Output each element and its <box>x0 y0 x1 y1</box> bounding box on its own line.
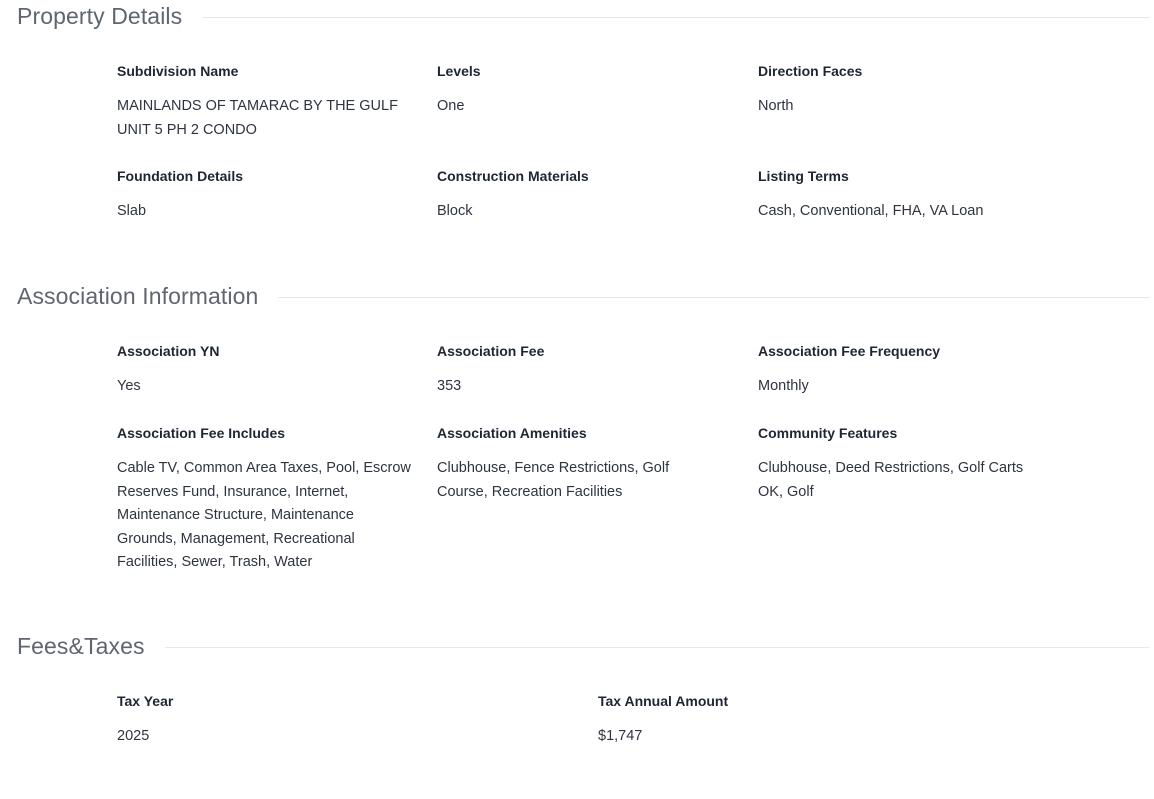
field-association-fee-frequency <box>758 342 1058 399</box>
field-label: Tax Annual Amount <box>598 693 729 709</box>
field-label: Association Amenities <box>437 425 587 441</box>
field-association-yn <box>117 342 417 399</box>
field-value: $1,747 <box>598 728 643 744</box>
field-value: 353 <box>437 378 462 394</box>
field-association-fee <box>437 342 737 399</box>
field-label: Construction Materials <box>437 168 589 184</box>
fees-taxes-header <box>17 633 1149 660</box>
field-label: Association Fee Frequency <box>758 343 941 359</box>
section-divider <box>165 647 1149 648</box>
field-label: Association Fee <box>437 343 545 359</box>
field-label: Listing Terms <box>758 168 849 184</box>
field-label: Levels <box>437 63 481 79</box>
section-divider <box>202 17 1149 18</box>
association-information-title: Association Information <box>17 283 259 309</box>
field-tax-annual-amount <box>598 692 898 749</box>
association-information-header <box>17 283 1149 310</box>
field-value: 2025 <box>117 728 150 744</box>
field-value: Slab <box>117 203 147 219</box>
field-value: Clubhouse, Fence Restrictions, Golf Course, Recreation Facilities <box>437 460 670 500</box>
field-value: One <box>437 98 465 114</box>
field-listing-terms <box>758 167 1058 224</box>
property-details-header <box>17 3 1149 30</box>
field-label: Direction Faces <box>758 63 863 79</box>
field-value: Block <box>437 203 473 219</box>
field-value: Cable TV, Common Area Taxes, Pool, Escrow Reserves Fund, Insurance, Internet, Maintenance Structure, Maintenance Grounds, Management, Recreational Facilities, Sewer, Trash, Water <box>117 460 411 570</box>
field-label: Community Features <box>758 425 898 441</box>
field-direction-faces <box>758 62 1058 119</box>
field-foundation-details <box>117 167 417 224</box>
field-association-fee-includes <box>117 424 417 575</box>
field-label: Subdivision Name <box>117 63 239 79</box>
property-details-title: Property Details <box>17 3 183 29</box>
field-subdivision-name <box>117 62 417 142</box>
field-label: Tax Year <box>117 693 174 709</box>
field-value: MAINLANDS OF TAMARAC BY THE GULF UNIT 5 PH 2 CONDO <box>117 98 398 138</box>
field-value: Yes <box>117 378 141 394</box>
section-divider <box>278 297 1149 298</box>
field-value: Clubhouse, Deed Restrictions, Golf Carts OK, Golf <box>758 460 1024 500</box>
field-association-amenities <box>437 424 737 504</box>
field-construction-materials <box>437 167 737 224</box>
field-label: Association YN <box>117 343 220 359</box>
field-label: Association Fee Includes <box>117 425 286 441</box>
field-community-features <box>758 424 1058 504</box>
field-levels <box>437 62 737 119</box>
field-value: Monthly <box>758 378 809 394</box>
field-label: Foundation Details <box>117 168 243 184</box>
field-value: Cash, Conventional, FHA, VA Loan <box>758 203 984 219</box>
fees-taxes-title: Fees&Taxes <box>17 633 145 659</box>
field-value: North <box>758 98 794 114</box>
field-tax-year <box>117 692 417 749</box>
